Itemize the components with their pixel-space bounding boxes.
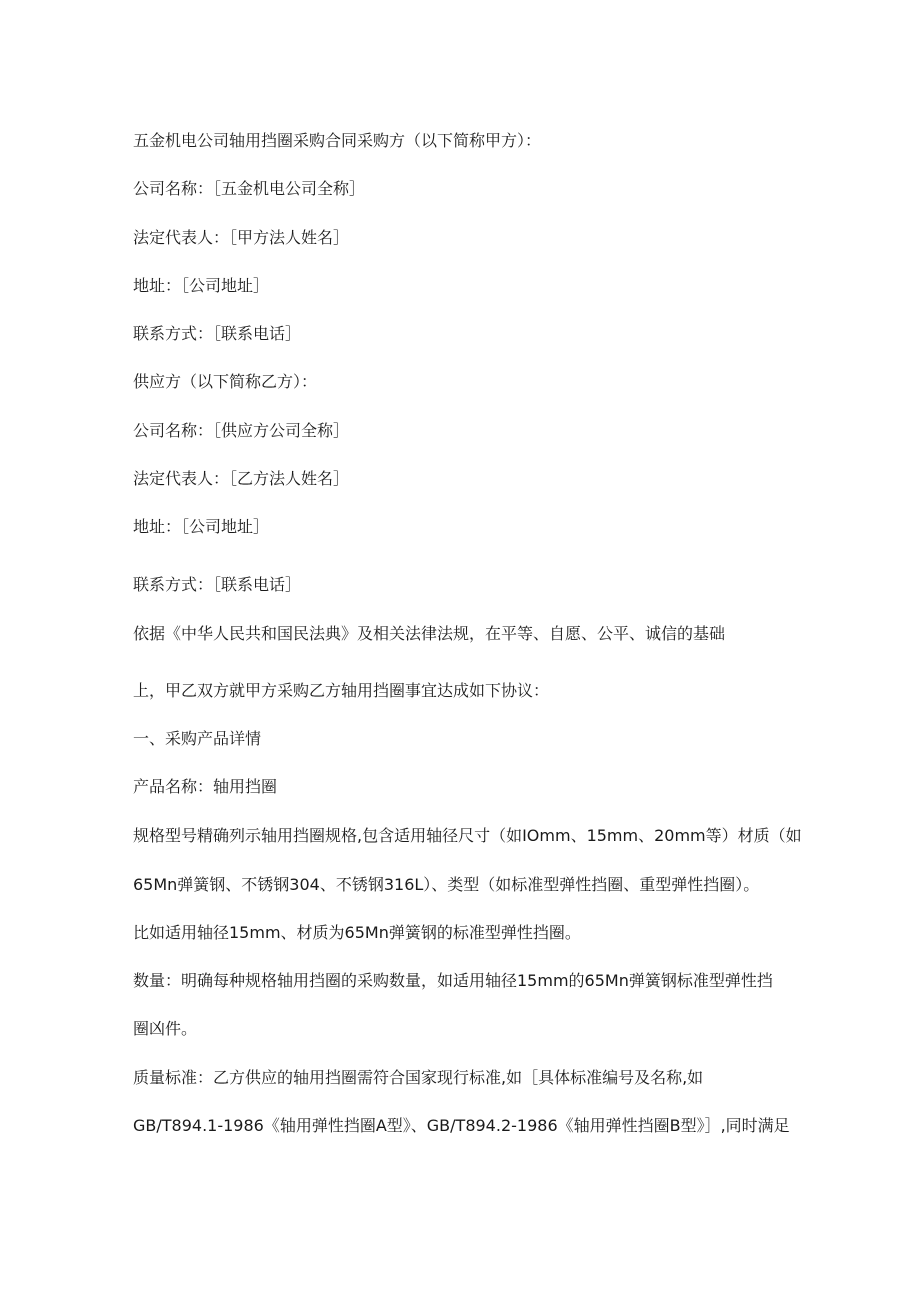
preamble-line-2: 上，甲乙双方就甲方采购乙方轴用挡圈事宜达成如下协议： xyxy=(133,681,550,700)
doc-title-line: 五金机电公司轴用挡圈采购合同采购方（以下简称甲方）： xyxy=(133,131,542,150)
buyer-legal-rep: 法定代表人：［甲方法人姓名］ xyxy=(133,228,350,247)
spec-line-1: 规格型号精确列示轴用挡圈规格,包含适用轴径尺寸（如IOmm、15mm、20mm等）材质（如 xyxy=(133,826,802,845)
supplier-address: 地址：［公司地址］ xyxy=(133,517,270,536)
quantity-line-1: 数量：明确每种规格轴用挡圈的采购数量，如适用轴径15mm的65Mn弹簧钢标准型弹性挡 xyxy=(133,971,773,990)
buyer-address: 地址：［公司地址］ xyxy=(133,276,270,295)
buyer-contact: 联系方式：［联系电话］ xyxy=(133,324,302,343)
quantity-line-2: 圈凶件。 xyxy=(133,1019,198,1038)
supplier-legal-rep: 法定代表人：［乙方法人姓名］ xyxy=(133,469,350,488)
quality-line-2: GB/T894.1-1986《轴用弹性挡圈A型》、GB/T894.2-1986《轴用弹性挡圈B型》］,同时满足 xyxy=(133,1116,790,1135)
section-heading-1: 一、采购产品详情 xyxy=(133,729,262,748)
quality-line-1: 质量标准：乙方供应的轴用挡圈需符合国家现行标准,如［具体标准编号及名称,如 xyxy=(133,1068,704,1087)
product-name-line: 产品名称：轴用挡圈 xyxy=(133,777,278,796)
supplier-contact: 联系方式：［联系电话］ xyxy=(133,575,302,594)
supplier-company-name: 公司名称：［供应方公司全称］ xyxy=(133,421,350,440)
buyer-company-name: 公司名称：［五金机电公司全称］ xyxy=(133,179,366,198)
supplier-heading: 供应方（以下简称乙方）： xyxy=(133,372,318,391)
spec-line-3: 比如适用轴径15mm、材质为65Mn弹簧钢的标准型弹性挡圈。 xyxy=(133,923,581,942)
preamble-line-1: 依据《中华人民共和国民法典》及相关法律法规，在平等、自愿、公平、诚信的基础 xyxy=(133,624,726,643)
spec-line-2: 65Mn弹簧钢、不锈钢304、不锈钢316L）、类型（如标准型弹性挡圈、重型弹性挡圈）。 xyxy=(133,875,760,894)
